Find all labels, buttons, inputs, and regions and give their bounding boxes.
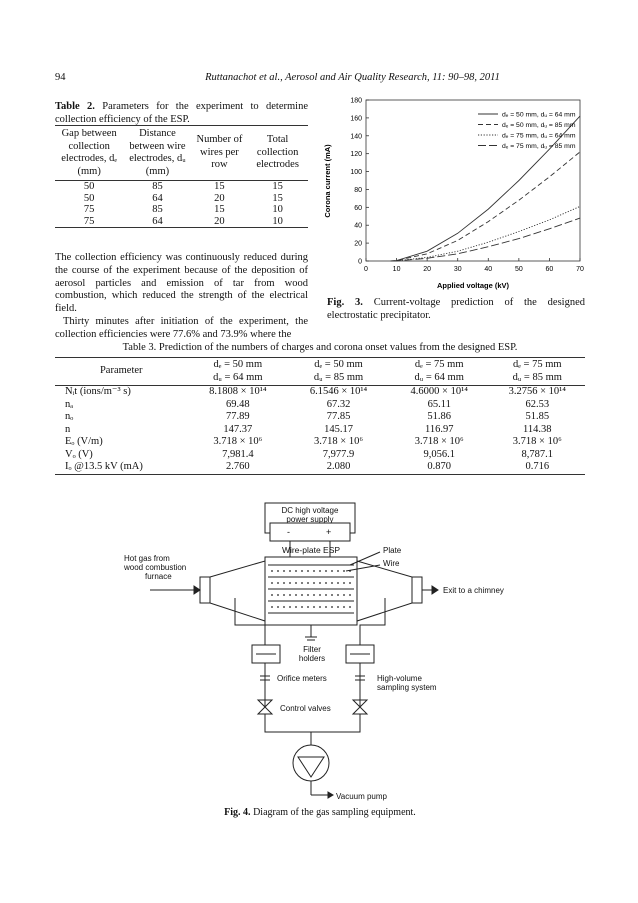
wire-dot [271,570,273,572]
y-tick-label: 160 [350,115,362,123]
wire-dot [301,594,303,596]
table-cell: 116.97 [424,423,454,435]
col-header-line: dᵤ = 85 mm [313,371,364,383]
orifice-label: Orifice meters [277,674,327,683]
col-header-line: dᵤ = 85 mm [512,371,562,383]
wire-dot [289,570,291,572]
table-cell: 10 [272,204,283,215]
wire-dot [331,606,333,608]
table2-header: Distance between wire electrodes, dᵤ (mm) [123,126,191,181]
inlet-label: wood combustion [124,563,187,572]
wire-dot [301,582,303,584]
wire-dot [319,570,321,572]
table-cell: 3.718 × 10⁶ [213,436,263,447]
x-tick-label: 10 [392,266,401,273]
inflow-arrowhead [194,586,200,594]
col-header-line: dₑ = 75 mm [414,359,464,370]
legend-label: dₑ = 50 mm, dᵤ = 64 mm [502,111,576,119]
table-row [55,424,585,437]
figure4-diagram [110,495,550,805]
table2-header: Total collection electrodes [247,126,308,181]
table2-header: Number of wires per row [192,126,248,181]
wire-dot [271,594,273,596]
table-row [55,399,585,412]
vacuum-pump-symbol [298,757,324,777]
x-axis-label: Applied voltage (kV) [436,281,510,290]
table-cell: 15 [214,204,225,215]
wire-dot [283,606,285,608]
wire-dot [295,570,297,572]
x-tick-label: 60 [545,266,554,273]
table-cell: 2.760 [188,461,289,474]
y-tick-label: 0 [358,258,362,266]
table-row [55,204,308,216]
inlet-flange [200,577,210,603]
power-supply-sign-strip [270,523,350,541]
table-row [55,411,585,424]
table-cell: 3.2756 × 10¹⁴ [508,386,566,397]
table-row [55,436,585,449]
table-cell: 7,977.9 [322,448,355,460]
table-row [55,193,308,205]
body-paragraph: Thirty minutes after initiation of the experiment, the collection efficiencies were 77.6% and 73.9% where the [55,315,308,340]
wire-dot [325,570,327,572]
vacuum-pump [293,745,329,781]
table-cell: 145.17 [324,423,353,435]
figure3-label: Fig. 3. [327,297,363,308]
filter-label: Filter [303,645,321,654]
table3-caption: Table 3. Prediction of the numbers of charges and corona onset values from the designed ESP. [122,342,518,353]
table-cell: 69.48 [226,398,250,410]
x-tick-label: 70 [576,266,584,273]
wire-dot [325,582,327,584]
wire-dot [313,570,315,572]
x-tick-label: 40 [484,266,493,273]
param-cell: nₒ [65,411,74,422]
wire-dot [337,606,339,608]
param-cell: Iₒ @13.5 kV (mA) [55,461,188,474]
outlet-sampling-line [360,598,385,645]
wire-dot [295,594,297,596]
wire-dot [331,570,333,572]
table-cell: 15 [214,181,225,192]
wire-dot [343,594,345,596]
wire-dot [337,570,339,572]
table-cell: 10 [247,216,308,228]
wire-dot [295,582,297,584]
table-cell: 6.1546 × 10¹⁴ [309,386,368,397]
table2-caption-text: Parameters for the experiment to determine collection efficiency of the ESP. [55,101,308,125]
filter-label: holders [298,654,326,663]
table-cell: 8,787.1 [521,448,554,460]
table3 [55,357,585,475]
dc-supply-label: DC high voltage [281,506,339,515]
legend [478,112,576,151]
wire-dot [319,594,321,596]
wire-dot [349,606,351,608]
wire-dot [307,594,309,596]
table-cell: 20 [214,192,225,204]
wire-dot [277,594,279,596]
y-tick-label: 100 [350,169,362,177]
y-tick-label: 80 [354,186,362,194]
table-cell: 64 [152,192,163,204]
figure3-caption-text: Current-voltage prediction of the designed electrostatic precipitator. [327,297,585,321]
table2-caption [55,100,308,126]
table2-header-row [55,126,308,181]
table-cell: 65.11 [427,398,451,410]
wire-dot [271,606,273,608]
table-cell: 75 [55,216,123,228]
wire-dot [325,606,327,608]
wire-dot [331,582,333,584]
y-tick-label: 140 [350,133,362,141]
figure3-chart [318,94,588,294]
table-cell: 114.38 [523,423,552,435]
table-cell: 50 [83,181,95,192]
pump-label: Vacuum pump [336,792,387,801]
param-cell: Vₒ (V) [65,448,93,460]
wire-dot [313,582,315,584]
table-cell: 20 [192,216,248,228]
wire-dot [313,606,315,608]
legend-label: dₑ = 75 mm, dᵤ = 85 mm [502,143,576,150]
table-cell: 50 [83,192,95,204]
wire-dot [319,582,321,584]
table3-column-header [389,358,490,386]
table-cell: 147.37 [223,423,253,435]
figure3-caption [327,296,585,322]
table-row [55,449,585,462]
wire-dot [277,570,279,572]
inlet-label: Hot gas from [124,554,170,563]
table-row [55,181,308,193]
figure4-label: Fig. 4. [224,807,251,818]
table-row [55,386,585,399]
wire-dot [277,606,279,608]
legend-label: dₑ = 75 mm, dᵤ = 64 mm [502,132,576,140]
wire-dot [325,594,327,596]
wire-dot [289,582,291,584]
running-title: Ruttanachot et al., Aerosol and Air Quality Research, 11: 90–98, 2011 [205,72,500,83]
table-cell: 8.1808 × 10¹⁴ [209,386,267,397]
wire-leader [346,565,380,571]
table-cell: 77.89 [226,411,250,422]
wire-dot [307,582,309,584]
wire-dot [307,570,309,572]
y-tick-label: 120 [350,151,362,159]
x-tick-label: 20 [423,266,432,273]
wire-dot [349,594,351,596]
wire-dot [277,582,279,584]
wire-dot [307,606,309,608]
table-cell: 3.718 × 10⁶ [314,436,364,447]
table-cell: 64 [123,216,191,228]
wire-dot [283,582,285,584]
highvol-label: High-volume [377,674,422,683]
col-header-line: dₑ = 50 mm [213,359,263,370]
valves-label: Control valves [280,704,331,713]
table-cell: 9,056.1 [423,448,455,460]
y-tick-label: 180 [350,97,362,105]
wire-dot [271,582,273,584]
wire-dot [349,582,351,584]
table-cell: 51.85 [525,411,550,422]
table2-label: Table 2. [55,101,95,112]
exit-label: Exit to a chimney [443,586,504,595]
table-cell: 15 [272,181,283,192]
table3-header-row [55,358,585,386]
table-cell: 3.718 × 10⁶ [512,436,562,447]
table2 [55,125,308,228]
y-axis-label: Corona current (mA) [323,144,332,218]
table-cell: 75 [83,204,95,215]
table3-column-header [490,358,585,386]
param-cell: Nᵢt (ions/m⁻³ s) [65,386,131,397]
col-header-line: dₑ = 50 mm [314,359,363,370]
y-tick-label: 20 [354,240,362,248]
inlet-sampling-line [235,598,265,645]
outlet-flange [412,577,422,603]
table3-column-header [288,358,389,386]
series-line [391,152,581,261]
y-tick-label: 40 [354,222,362,230]
manifold-line [265,714,360,732]
wire-dot [301,606,303,608]
table-cell: 2.080 [288,461,389,474]
table-row [55,461,585,474]
page-number: 94 [55,72,66,83]
table-cell: 67.32 [326,398,351,410]
table-cell: 7,981.4 [222,448,254,460]
minus-sign: - [287,527,290,537]
table-cell: 62.53 [525,398,550,410]
esp-label: Wire-plate ESP [281,545,341,555]
dc-supply-label: power supply [286,515,334,524]
esp-box [265,557,357,625]
highvol-label: sampling system [377,683,437,692]
table-cell: 51.86 [427,411,452,422]
wire-dot [283,570,285,572]
x-tick-label: 50 [514,266,523,273]
col-header-line: dₑ = 75 mm [512,359,562,370]
table-row [55,216,308,228]
wire-dot [337,594,339,596]
col-header-line: dᵤ = 64 mm [414,371,464,383]
inlet-cone [210,561,265,621]
table-cell: 0.716 [490,461,585,474]
wire-dot [289,594,291,596]
wire-dot [343,582,345,584]
table3-param-header: Parameter [55,358,188,386]
outflow-arrowhead [432,586,438,594]
table-cell: 3.718 × 10⁶ [414,436,464,447]
wire-dot [313,594,315,596]
wire-dot [289,606,291,608]
table-cell: 15 [272,192,283,204]
param-cell: n [65,423,71,435]
wire-dot [343,570,345,572]
wire-dot [343,606,345,608]
table-cell: 4.6000 × 10¹⁴ [410,386,468,397]
table2-header: Gap between collection electrodes, dₑ (mm) [55,126,123,181]
x-tick-label: 0 [364,266,368,273]
inlet-label: furnace [145,572,172,581]
table-cell: 85 [152,181,163,192]
y-tick-label: 60 [354,204,362,212]
table3-column-header [188,358,289,386]
x-tick-label: 30 [453,266,462,273]
figure4-caption-text: Diagram of the gas sampling equipment. [250,807,416,818]
exhaust-arrowhead [328,792,333,798]
param-cell: nₐ [65,398,74,410]
wire-dot [331,594,333,596]
wire-dot [283,594,285,596]
table-cell: 85 [152,204,163,215]
series-line [394,218,581,261]
body-text [55,252,308,342]
wire-dot [337,582,339,584]
plate-label: Plate [383,546,402,555]
legend-label: dₑ = 50 mm, dᵤ = 85 mm [502,122,576,129]
table-cell: 77.85 [326,411,351,422]
plus-sign: + [326,527,332,537]
body-paragraph: The collection efficiency was continuously reduced during the course of the experiment because of the deposition of aerosol particles and emission of tar from wood combustion, which reduced the strength of the electrical field. [55,252,308,315]
wire-dot [301,570,303,572]
wire-dot [295,606,297,608]
wire-dot [319,606,321,608]
wire-label: Wire [383,559,400,568]
table-cell: 0.870 [389,461,490,474]
collection-plates [268,565,354,613]
param-cell: Eₒ (V/m) [65,436,103,447]
col-header-line: dᵤ = 64 mm [213,371,263,383]
figure4-caption [55,807,585,818]
